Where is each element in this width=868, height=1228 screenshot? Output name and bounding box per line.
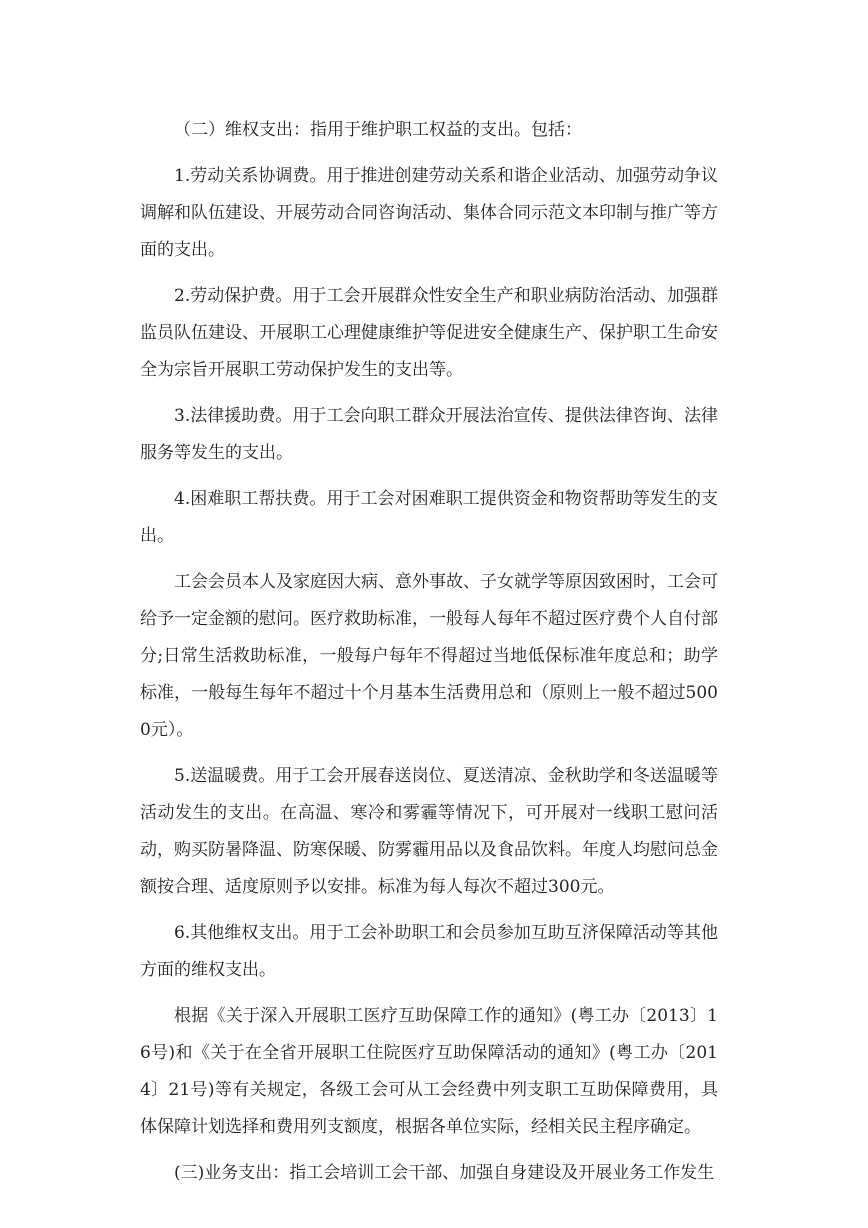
paragraph-warmth-delivery-fee: 5.送温暖费。用于工会开展春送岗位、夏送清凉、金秋助学和冬送温暖等活动发生的支出。在高温、寒冷和雾霾等情况下，可开展对一线职工慰问活动，购买防暑降温、防寒保暖、防雾霾用品以及食品饮料。年度人均慰问总金额按合理、适度原则予以安排。标准为每人每次不超过300元。 [140,766,718,897]
paragraph-other-rights-expenditure: 6.其他维权支出。用于工会补助职工和会员参加互助互济保障活动等其他方面的维权支出。 [140,923,718,980]
paragraph-legal-aid-fee: 3.法律援助费。用于工会向职工群众开展法治宣传、提供法律咨询、法律服务等发生的支出。 [140,406,718,463]
paragraph-labor-protection-fee: 2.劳动保护费。用于工会开展群众性安全生产和职业病防治活动、加强群监员队伍建设、开展职工心理健康维护等促进安全健康生产、保护职工生命安全为宗旨开展职工劳动保护发生的支出等。 [140,286,718,380]
paragraph-hardship-assistance-fee: 4.困难职工帮扶费。用于工会对困难职工提供资金和物资帮助等发生的支出。 [140,489,718,546]
document-body [140,112,718,1201]
section-heading-rights-expenditure: （二）维权支出：指用于维护职工权益的支出。包括： [174,120,582,140]
paragraph-member-relief-standards: 工会会员本人及家庭因大病、意外事故、子女就学等原因致困时，工会可给予一定金额的慰问。医疗救助标准，一般每人每年不超过医疗费个人自付部分;日常生活救助标准，一般每户每年不得超过当地低保标准年度总和；助学标准，一般每生每年不超过十个月基本生活费用总和（原则上一般不超过5000元）。 [140,572,718,740]
paragraph-labor-relations-fee: 1.劳动关系协调费。用于推进创建劳动关系和谐企业活动、加强劳动争议调解和队伍建设、开展劳动合同咨询活动、集体合同示范文本印制与推广等方面的支出。 [140,166,718,260]
section-heading-business-expenditure: (三)业务支出：指工会培训工会干部、加强自身建设及开展业务工作发生 [174,1163,715,1183]
paragraph-mutual-aid-regulations: 根据《关于深入开展职工医疗互助保障工作的通知》(粤工办〔2013〕16号)和《关于在全省开展职工住院医疗互助保障活动的通知》(粤工办〔2014〕21号)等有关规定，各级工会可从工会经费中列支职工互助保障费用，具体保障计划选择和费用列支额度，根据各单位实际，经相关民主程序确定。 [140,1006,718,1137]
